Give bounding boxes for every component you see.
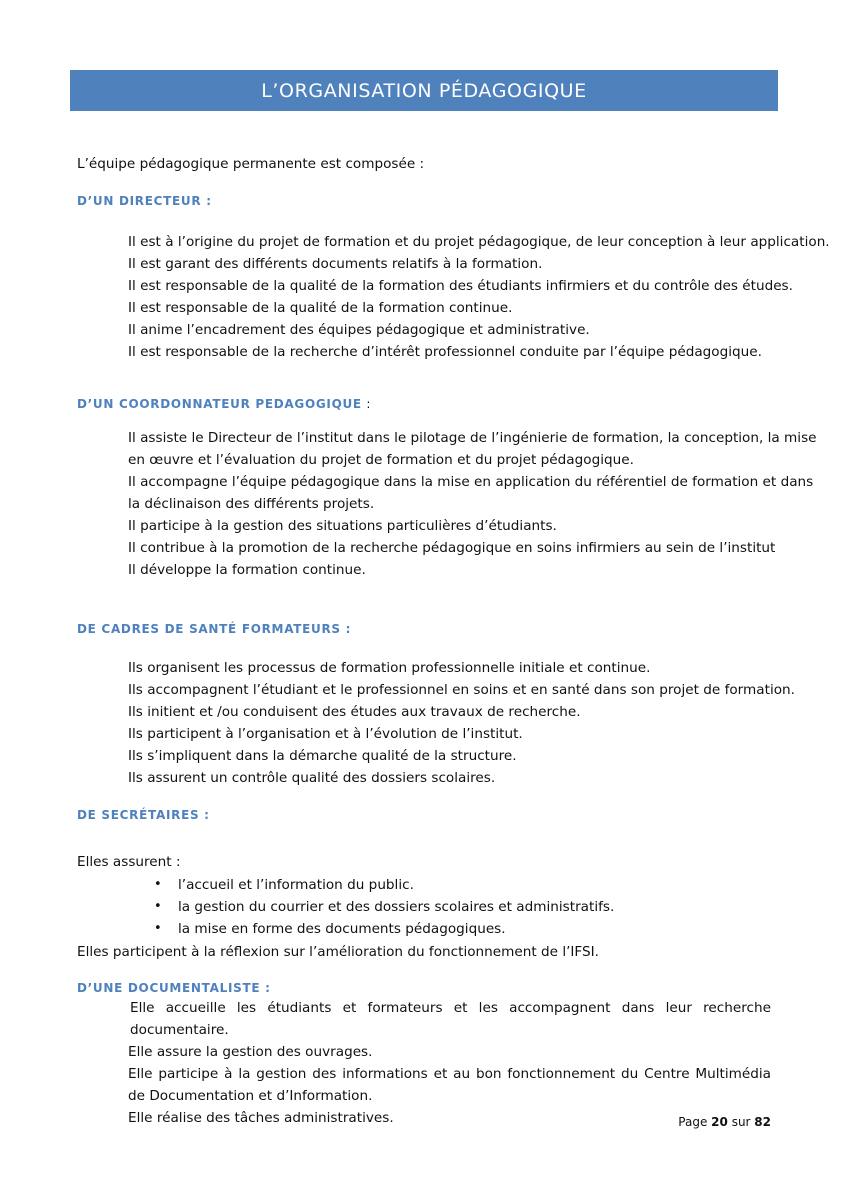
intro-text: L’équipe pédagogique permanente est composée : <box>77 156 425 172</box>
coordonnateur-line: Il contribue à la promotion de la recherche pédagogique en soins infirmiers au sein de l’institut <box>128 540 776 556</box>
documentaliste-description <box>128 997 771 1129</box>
cadres-line: Ils organisent les processus de formation professionnelle initiale et continue. <box>128 660 651 676</box>
page-title-banner <box>70 70 778 111</box>
cadres-line: Ils s’impliquent dans la démarche qualité de la structure. <box>128 748 517 764</box>
directeur-line: Il est responsable de la qualité de la formation continue. <box>128 300 513 316</box>
heading-documentaliste: D’UNE DOCUMENTALISTE : <box>77 981 271 995</box>
heading-coordonnateur-label: D’UN COORDONNATEUR PEDAGOGIQUE <box>77 397 362 411</box>
bullet-icon: • <box>154 877 162 892</box>
coordonnateur-line: en œuvre et l’évaluation du projet de formation et du projet pédagogique. <box>128 452 634 468</box>
bullet-item <box>152 874 614 896</box>
secretaires-bullet-list <box>152 874 614 940</box>
coordonnateur-line: Il développe la formation continue. <box>128 562 366 578</box>
documentaliste-line: Elle accueille les étudiants et formateurs et les accompagnent dans leur recherche documentaire. <box>130 1000 771 1038</box>
coordonnateur-description <box>128 427 817 581</box>
bullet-item <box>152 918 614 940</box>
heading-directeur: D’UN DIRECTEUR : <box>77 194 212 208</box>
directeur-line: Il est à l’origine du projet de formation et du projet pédagogique, de leur conception à leur application. <box>128 234 830 250</box>
cadres-description <box>128 657 795 789</box>
heading-coordonnateur-colon: : <box>361 397 372 411</box>
heading-coordonnateur <box>77 395 371 413</box>
cadres-line: Ils participent à l’organisation et à l’évolution de l’institut. <box>128 726 523 742</box>
heading-secretaires: DE SECRÉTAIRES : <box>77 808 210 822</box>
page-number-current: 20 <box>711 1115 728 1129</box>
bullet-icon: • <box>154 899 162 914</box>
heading-cadres: DE CADRES DE SANTÉ FORMATEURS : <box>77 622 352 636</box>
documentaliste-line: Elle réalise des tâches administratives. <box>128 1110 394 1126</box>
coordonnateur-line: Il accompagne l’équipe pédagogique dans la mise en application du référentiel de formation et dans <box>128 474 814 490</box>
page-number-total: 82 <box>754 1115 771 1129</box>
secretaires-outro: Elles participent à la réflexion sur l’amélioration du fonctionnement de l’IFSI. <box>77 944 599 960</box>
cadres-line: Ils assurent un contrôle qualité des dossiers scolaires. <box>128 770 496 786</box>
documentaliste-line: Elle participe à la gestion des informations et au bon fonctionnement du Centre Multimédia de Documentation et d’Information. <box>128 1066 771 1104</box>
bullet-item <box>152 896 614 918</box>
cadres-line: Ils initient et /ou conduisent des études aux travaux de recherche. <box>128 704 581 720</box>
directeur-line: Il est responsable de la recherche d’intérêt professionnel conduite par l’équipe pédagogique. <box>128 344 762 360</box>
cadres-line: Ils accompagnent l’étudiant et le professionnel en soins et en santé dans son projet de formation. <box>128 682 795 698</box>
page-number <box>678 1115 771 1129</box>
directeur-description <box>128 231 830 363</box>
coordonnateur-line: la déclinaison des différents projets. <box>128 496 375 512</box>
coordonnateur-line: Il participe à la gestion des situations particulières d’étudiants. <box>128 518 557 534</box>
page-number-middle: sur <box>727 1115 755 1129</box>
directeur-line: Il est garant des différents documents relatifs à la formation. <box>128 256 543 272</box>
documentaliste-line: Elle assure la gestion des ouvrages. <box>128 1044 373 1060</box>
bullet-text: la gestion du courrier et des dossiers scolaires et administratifs. <box>178 899 615 915</box>
secretaires-intro: Elles assurent : <box>77 854 181 870</box>
bullet-text: la mise en forme des documents pédagogiques. <box>178 921 506 937</box>
directeur-line: Il est responsable de la qualité de la formation des étudiants infirmiers et du contrôle des études. <box>128 278 793 294</box>
coordonnateur-line: Il assiste le Directeur de l’institut dans le pilotage de l’ingénierie de formation, la conception, la mise <box>128 430 817 446</box>
page-number-prefix: Page <box>678 1115 712 1129</box>
bullet-icon: • <box>154 921 162 936</box>
directeur-line: Il anime l’encadrement des équipes pédagogique et administrative. <box>128 322 590 338</box>
page-title: L’ORGANISATION PÉDAGOGIQUE <box>261 79 587 102</box>
bullet-text: l’accueil et l’information du public. <box>178 877 414 893</box>
